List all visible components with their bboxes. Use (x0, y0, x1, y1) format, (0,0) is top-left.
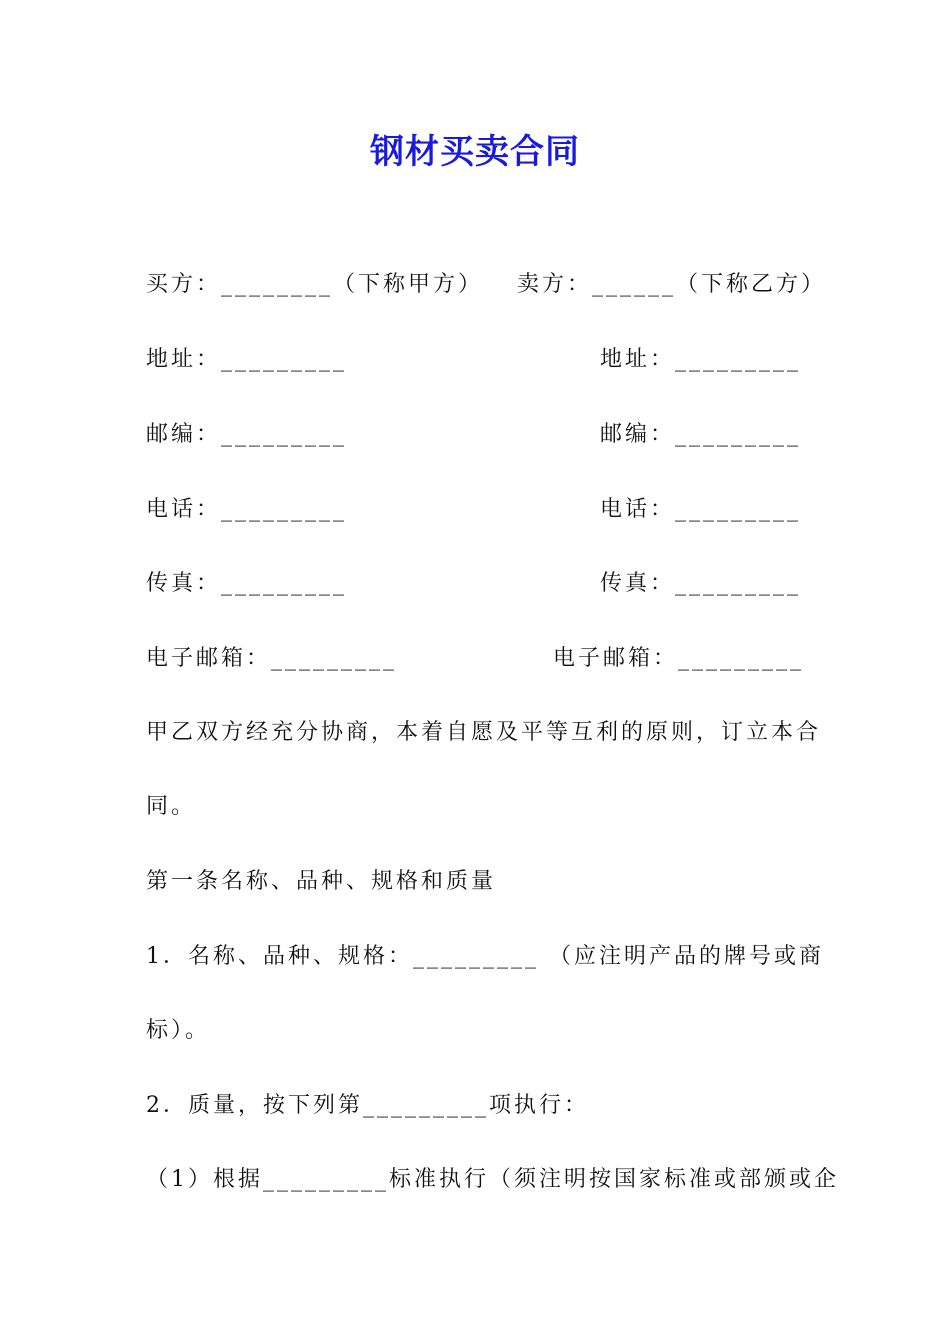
buyer-line: 买方：________（下称甲方） (146, 272, 484, 297)
buyer-email: 电子邮箱：_________ (146, 646, 398, 671)
seller-phone: 电话：_________ (600, 497, 802, 522)
seller-email: 电子邮箱：_________ (553, 646, 805, 671)
item1-line1: 1．名称、品种、规格：_________ （应注明产品的牌号或商 (146, 944, 824, 969)
buyer-fax: 传真：_________ (146, 571, 348, 596)
intro-paragraph-line1: 甲乙双方经充分协商，本着自愿及平等互利的原则，订立本合 (146, 720, 822, 745)
buyer-address: 地址：_________ (146, 347, 348, 372)
intro-paragraph-line2: 同。 (146, 794, 197, 819)
seller-line: 卖方：______（下称乙方） (517, 272, 827, 297)
seller-zip: 邮编：_________ (600, 422, 802, 447)
seller-address: 地址：_________ (600, 347, 802, 372)
buyer-phone: 电话：_________ (146, 497, 348, 522)
item1-line2: 标）。 (146, 1018, 211, 1043)
item2: 2．质量，按下列第_________项执行： (146, 1093, 589, 1118)
article1-heading: 第一条名称、品种、规格和质量 (146, 869, 497, 894)
document-title: 钢材买卖合同 (370, 132, 580, 172)
item2-sub1: （1）根据_________标准执行（须注明按国家标准或部颁或企 (146, 1167, 839, 1192)
seller-fax: 传真：_________ (600, 571, 802, 596)
buyer-zip: 邮编：_________ (146, 422, 348, 447)
